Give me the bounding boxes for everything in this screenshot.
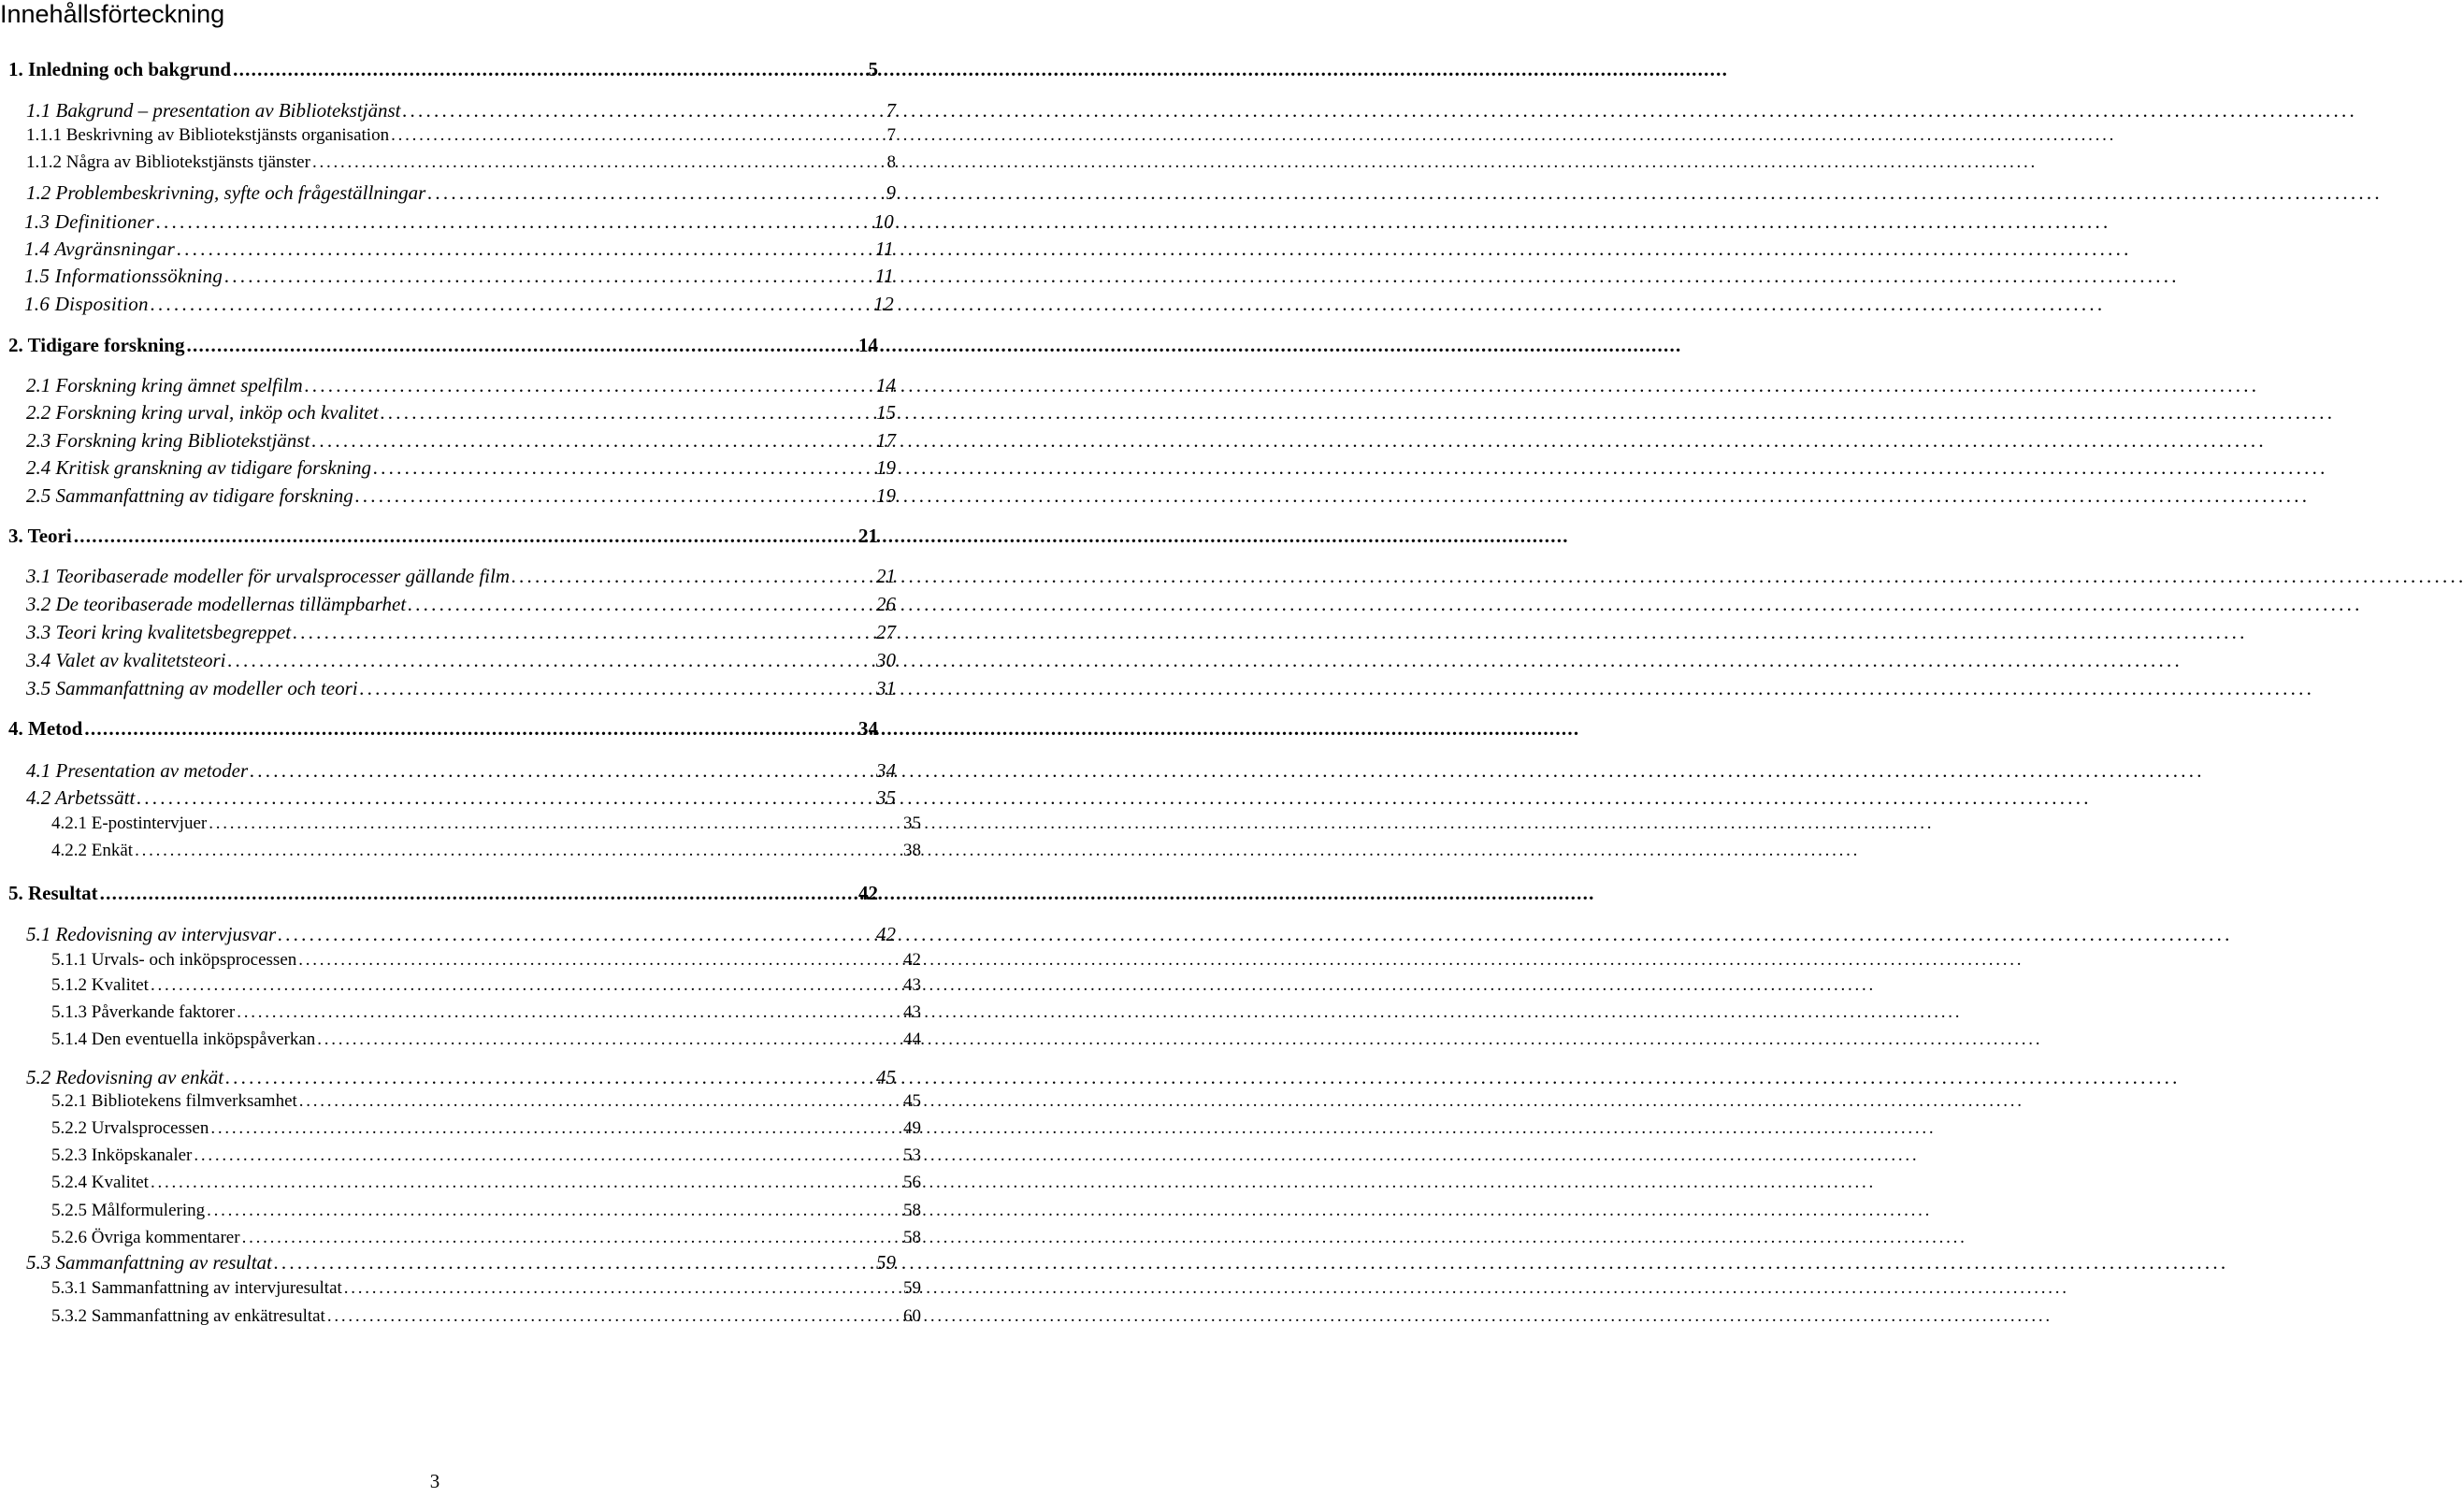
toc-entry-label: 2.3 Forskning kring Bibliotekstjänst [26, 429, 310, 452]
toc-entry-page: 38 [903, 841, 921, 860]
toc-entry[interactable] [0, 456, 896, 480]
toc-entry[interactable] [0, 152, 896, 173]
toc-entry-page: 9 [886, 181, 896, 204]
toc-entry[interactable] [0, 1201, 921, 1221]
toc-entry-page: 35 [876, 786, 896, 809]
dot-leader [207, 1201, 901, 1221]
toc-entry[interactable] [0, 181, 896, 205]
toc-entry[interactable] [0, 125, 896, 146]
toc-entry-page: 21 [876, 565, 896, 587]
toc-entry-page: 7 [886, 125, 896, 145]
dot-leader [381, 401, 874, 425]
page-title: Innehållsförteckning [0, 0, 225, 28]
toc-entry[interactable] [0, 1066, 896, 1089]
toc-entry-page: 15 [876, 401, 896, 424]
toc-entry-page: 14 [858, 334, 878, 356]
toc-entry[interactable] [0, 374, 896, 397]
toc-entry-page: 26 [876, 593, 896, 615]
toc-entry-page: 34 [876, 759, 896, 782]
table-of-contents [0, 0, 921, 1512]
dot-leader [151, 1173, 901, 1193]
toc-entry-page: 35 [903, 814, 921, 833]
toc-entry[interactable] [0, 677, 896, 700]
dot-leader [186, 334, 857, 357]
toc-entry-label: 5.3.1 Sammanfattning av intervjuresultat [51, 1278, 342, 1298]
dot-leader [317, 1030, 901, 1050]
toc-entry-label: 2.2 Forskning kring urval, inköp och kvalitet [26, 401, 379, 424]
toc-entry-page: 11 [874, 238, 894, 260]
toc-entry[interactable] [0, 814, 921, 834]
toc-entry-page: 42 [876, 923, 896, 945]
toc-entry[interactable] [0, 923, 896, 946]
toc-entry[interactable] [0, 1145, 921, 1166]
toc-entry[interactable] [0, 1228, 921, 1248]
toc-entry-label: 5. Resultat [8, 882, 98, 904]
toc-entry-label: 4.2.1 E-postintervjuer [51, 814, 208, 833]
page-number: 3 [429, 1470, 440, 1492]
dot-leader [391, 125, 885, 146]
dot-leader [403, 99, 885, 122]
toc-entry-label: 4. Metod [8, 717, 83, 740]
toc-entry[interactable] [0, 717, 878, 741]
toc-entry-label: 3.3 Teori kring kvalitetsbegreppet [26, 621, 292, 643]
toc-entry-page: 58 [903, 1201, 921, 1220]
toc-entry[interactable] [0, 975, 921, 996]
dot-leader [360, 677, 874, 700]
toc-entry-page: 49 [903, 1118, 921, 1138]
toc-entry-label: 3.4 Valet av kvalitetsteori [26, 649, 226, 671]
toc-entry-label: 1.1.1 Beskrivning av Bibliotekstjänsts organisation [26, 125, 390, 145]
dot-leader [299, 1091, 901, 1112]
dot-leader [408, 593, 874, 616]
toc-entry-label: 3.5 Sammanfattning av modeller och teori [26, 677, 358, 699]
dot-leader [233, 58, 866, 81]
toc-entry-page: 12 [873, 293, 894, 315]
toc-entry-page: 5 [868, 58, 878, 80]
dot-leader [151, 975, 901, 996]
toc-entry-page: 60 [903, 1306, 921, 1326]
toc-entry-page: 58 [903, 1228, 921, 1247]
dot-leader [135, 841, 901, 861]
toc-entry-page: 30 [876, 649, 896, 671]
toc-entry-label: 3.2 De teoribaserade modellernas tillämpbarhet [26, 593, 407, 615]
dot-leader [293, 621, 874, 644]
toc-entry-label: 2.4 Kritisk granskning av tidigare forskning [26, 456, 372, 479]
toc-entry-page: 43 [903, 975, 921, 995]
toc-entry-page: 17 [876, 429, 896, 452]
dot-leader [274, 1251, 874, 1274]
toc-entry[interactable] [0, 525, 878, 548]
toc-entry[interactable] [0, 1251, 896, 1274]
dot-leader [227, 649, 874, 672]
toc-entry-page: 21 [858, 525, 878, 547]
toc-entry-page: 31 [876, 677, 896, 699]
toc-entry-label: 1. Inledning och bakgrund [8, 58, 232, 80]
toc-entry-label: 1.5 Informationssökning [24, 265, 223, 287]
toc-entry-label: 2.1 Forskning kring ämnet spelfilm [26, 374, 303, 396]
dot-leader [373, 456, 874, 480]
dot-leader [194, 1145, 901, 1166]
toc-entry[interactable] [0, 1030, 921, 1050]
toc-entry[interactable] [0, 334, 878, 357]
toc-entry-label: 5.2.1 Bibliotekens filmverksamhet [51, 1091, 297, 1111]
toc-entry[interactable] [0, 950, 921, 971]
dot-leader [137, 786, 874, 810]
toc-entry-page: 43 [903, 1002, 921, 1022]
toc-entry-page: 56 [903, 1173, 921, 1192]
toc-entry[interactable] [0, 841, 921, 861]
dot-leader [224, 265, 873, 288]
dot-leader [210, 1118, 901, 1139]
dot-leader [225, 1066, 874, 1089]
toc-entry-label: 5.2.5 Målformulering [51, 1201, 206, 1220]
toc-entry[interactable] [0, 882, 878, 905]
dot-leader [305, 374, 874, 397]
dot-leader [344, 1278, 901, 1299]
toc-entry-label: 5.2 Redovisning av enkät [26, 1066, 224, 1088]
toc-entry-page: 19 [876, 456, 896, 479]
toc-entry[interactable] [0, 58, 878, 81]
toc-entry[interactable] [0, 1306, 921, 1327]
dot-leader [237, 1002, 901, 1023]
toc-entry-label: 2. Tidigare forskning [8, 334, 185, 356]
toc-entry[interactable] [0, 593, 896, 616]
dot-leader [84, 717, 857, 741]
toc-entry[interactable] [0, 565, 896, 588]
toc-entry-page: 45 [876, 1066, 896, 1088]
toc-entry[interactable] [0, 293, 894, 316]
toc-entry-page: 59 [903, 1278, 921, 1298]
toc-entry-label: 5.2.2 Urvalsprocessen [51, 1118, 209, 1138]
toc-entry-label: 1.1.2 Några av Bibliotekstjänsts tjänster [26, 152, 310, 172]
dot-leader [311, 429, 874, 453]
toc-entry-label: 1.4 Avgränsningar [24, 238, 176, 260]
toc-entry-label: 5.3 Sammanfattning av resultat [26, 1251, 272, 1274]
dot-leader [209, 814, 901, 834]
toc-entry-page: 42 [858, 882, 878, 904]
dot-leader [74, 525, 857, 548]
toc-entry-page: 34 [858, 717, 878, 740]
toc-entry-label: 5.1.4 Den eventuella inköpspåverkan [51, 1030, 316, 1049]
toc-entry-label: 4.1 Presentation av metoder [26, 759, 249, 782]
toc-entry-page: 44 [903, 1030, 921, 1049]
dot-leader [355, 484, 874, 508]
dot-leader [312, 152, 886, 173]
dot-leader [298, 950, 901, 971]
toc-entry-page: 59 [876, 1251, 896, 1274]
toc-entry[interactable] [0, 621, 896, 644]
toc-entry-page: 45 [903, 1091, 921, 1111]
toc-entry-page: 7 [886, 99, 896, 122]
toc-entry-label: 5.1.2 Kvalitet [51, 975, 149, 995]
toc-entry[interactable] [0, 1091, 921, 1112]
toc-entry[interactable] [0, 759, 896, 783]
toc-entry[interactable] [0, 1002, 921, 1023]
toc-entry[interactable] [0, 786, 896, 810]
toc-entry-label: 1.1 Bakgrund – presentation av Bibliotekstjänst [26, 99, 401, 122]
toc-entry-label: 1.3 Definitioner [24, 210, 154, 233]
toc-entry-label: 5.3.2 Sammanfattning av enkätresultat [51, 1306, 325, 1326]
dot-leader [511, 565, 874, 588]
toc-entry[interactable] [0, 484, 896, 508]
toc-entry-label: 1.2 Problembeskrivning, syfte och frågeställningar [26, 181, 426, 204]
toc-entry-page: 11 [874, 265, 894, 287]
toc-entry[interactable] [0, 1173, 921, 1193]
toc-entry[interactable] [0, 429, 896, 453]
toc-entry-label: 5.2.4 Kvalitet [51, 1173, 149, 1192]
toc-entry-page: 53 [903, 1145, 921, 1165]
toc-entry-label: 3. Teori [8, 525, 72, 547]
dot-leader [278, 923, 874, 946]
toc-entry-label: 5.2.6 Övriga kommentarer [51, 1228, 240, 1247]
toc-entry[interactable] [0, 1278, 921, 1299]
toc-entry-label: 4.2 Arbetssätt [26, 786, 136, 809]
dot-leader [242, 1228, 901, 1248]
dot-leader [327, 1306, 901, 1327]
toc-entry-label: 3.1 Teoribaserade modeller för urvalsprocesser gällande film [26, 565, 511, 587]
dot-leader [151, 293, 872, 316]
toc-entry-label: 5.1 Redovisning av intervjusvar [26, 923, 277, 945]
toc-entry[interactable] [0, 210, 894, 234]
toc-entry-page: 8 [886, 152, 896, 172]
toc-entry[interactable] [0, 649, 896, 672]
toc-entry[interactable] [0, 265, 894, 288]
dot-leader [100, 882, 857, 905]
toc-entry-page: 27 [876, 621, 896, 643]
toc-entry[interactable] [0, 1118, 921, 1139]
toc-entry-label: 4.2.2 Enkät [51, 841, 134, 860]
toc-entry-label: 2.5 Sammanfattning av tidigare forskning [26, 484, 353, 507]
dot-leader [427, 181, 884, 205]
toc-entry[interactable] [0, 238, 894, 261]
toc-entry-page: 42 [903, 950, 921, 970]
toc-entry-page: 19 [876, 484, 896, 507]
toc-entry-label: 5.2.3 Inköpskanaler [51, 1145, 193, 1165]
dot-leader [177, 238, 873, 261]
toc-entry-page: 10 [873, 210, 894, 233]
dot-leader [250, 759, 874, 783]
toc-entry-page: 14 [876, 374, 896, 396]
toc-entry-label: 5.1.3 Påverkande faktorer [51, 1002, 236, 1022]
toc-entry-label: 1.6 Disposition [24, 293, 149, 315]
toc-entry-label: 5.1.1 Urvals- och inköpsprocessen [51, 950, 297, 970]
toc-entry[interactable] [0, 99, 896, 122]
toc-entry[interactable] [0, 401, 896, 425]
dot-leader [156, 210, 871, 234]
